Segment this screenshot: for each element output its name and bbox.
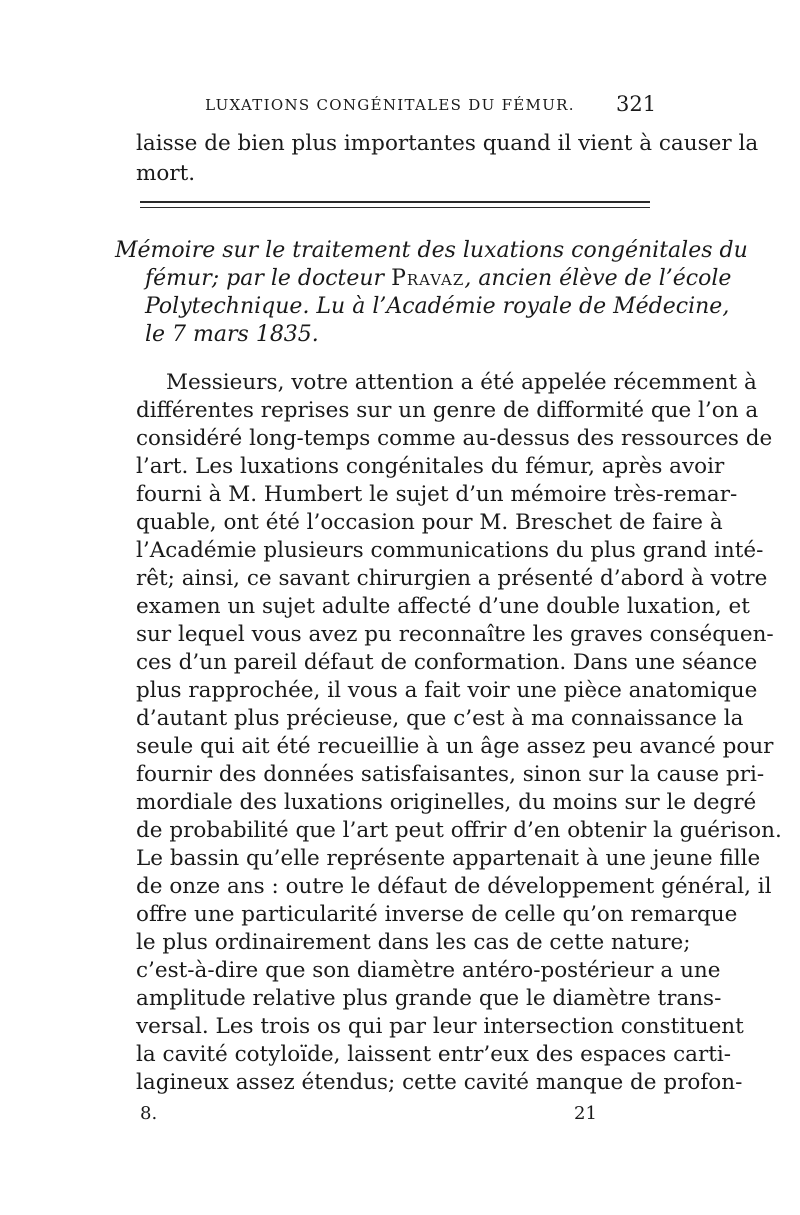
body-line: Le bassin qu’elle représente appartenait à une jeune fille	[136, 846, 761, 871]
page-header	[0, 92, 800, 122]
body-line: fourni à M. Humbert le sujet d’un mémoire très-remar-	[136, 482, 738, 507]
memoir-title-line: Mémoire sur le traitement des luxations congénitales du	[115, 238, 748, 263]
section-divider	[140, 201, 650, 203]
intro-line: laisse de bien plus importantes quand il vient à causer la	[136, 131, 759, 156]
memoir-title-line: Polytechnique. Lu à l’Académie royale de Médecine,	[145, 294, 730, 319]
body-line: d’autant plus précieuse, que c’est à ma connaissance la	[136, 706, 744, 731]
signature-mark: 21	[574, 1103, 597, 1124]
body-line: différentes reprises sur un genre de difformité que l’on a	[136, 398, 759, 423]
memoir-title-line: fémur; par le docteur Pravaz, ancien élève de l’école	[145, 266, 732, 291]
body-line: seule qui ait été recueillie à un âge assez peu avancé pour	[136, 734, 774, 759]
body-line: c’est-à-dire que son diamètre antéro-postérieur a une	[136, 958, 721, 983]
body-line: de onze ans : outre le défaut de développement général, il	[136, 874, 772, 899]
volume-mark: 8.	[140, 1103, 158, 1124]
memoir-title-line: le 7 mars 1835.	[145, 322, 319, 347]
body-line: offre une particularité inverse de celle qu’on remarque	[136, 902, 738, 927]
body-line: rêt; ainsi, ce savant chirurgien a présenté d’abord à votre	[136, 566, 768, 591]
body-line: ces d’un pareil défaut de conformation. Dans une séance	[136, 650, 758, 675]
body-line: amplitude relative plus grande que le diamètre trans-	[136, 986, 722, 1011]
body-line: versal. Les trois os qui par leur intersection constituent	[136, 1014, 744, 1039]
running-title: LUXATIONS CONGÉNITALES DU FÉMUR.	[205, 96, 575, 114]
body-line: de probabilité que l’art peut offrir d’en obtenir la guérison.	[136, 818, 782, 843]
body-line: quable, ont été l’occasion pour M. Breschet de faire à	[136, 510, 723, 535]
body-line: examen un sujet adulte affecté d’une double luxation, et	[136, 594, 750, 619]
body-line: considéré long-temps comme au-dessus des ressources de	[136, 426, 773, 451]
body-line: le plus ordinairement dans les cas de cette nature;	[136, 930, 691, 955]
body-line: lagineux assez étendus; cette cavité manque de profon-	[136, 1070, 743, 1095]
author-name: Pravaz	[391, 266, 465, 291]
body-line: plus rapprochée, il vous a fait voir une pièce anatomique	[136, 678, 758, 703]
intro-line: mort.	[136, 161, 196, 186]
body-line: la cavité cotyloïde, laissent entr’eux des espaces carti-	[136, 1042, 732, 1067]
body-line: Messieurs, votre attention a été appelée récemment à	[166, 370, 757, 395]
body-line: sur lequel vous avez pu reconnaître les graves conséquen-	[136, 622, 774, 647]
page-number: 321	[616, 92, 657, 116]
body-line: l’Académie plusieurs communications du plus grand inté-	[136, 538, 764, 563]
body-line: mordiale des luxations originelles, du moins sur le degré	[136, 790, 757, 815]
body-line: fournir des données satisfaisantes, sinon sur la cause pri-	[136, 762, 765, 787]
body-line: l’art. Les luxations congénitales du fémur, après avoir	[136, 454, 725, 479]
section-divider-thin	[140, 207, 650, 208]
